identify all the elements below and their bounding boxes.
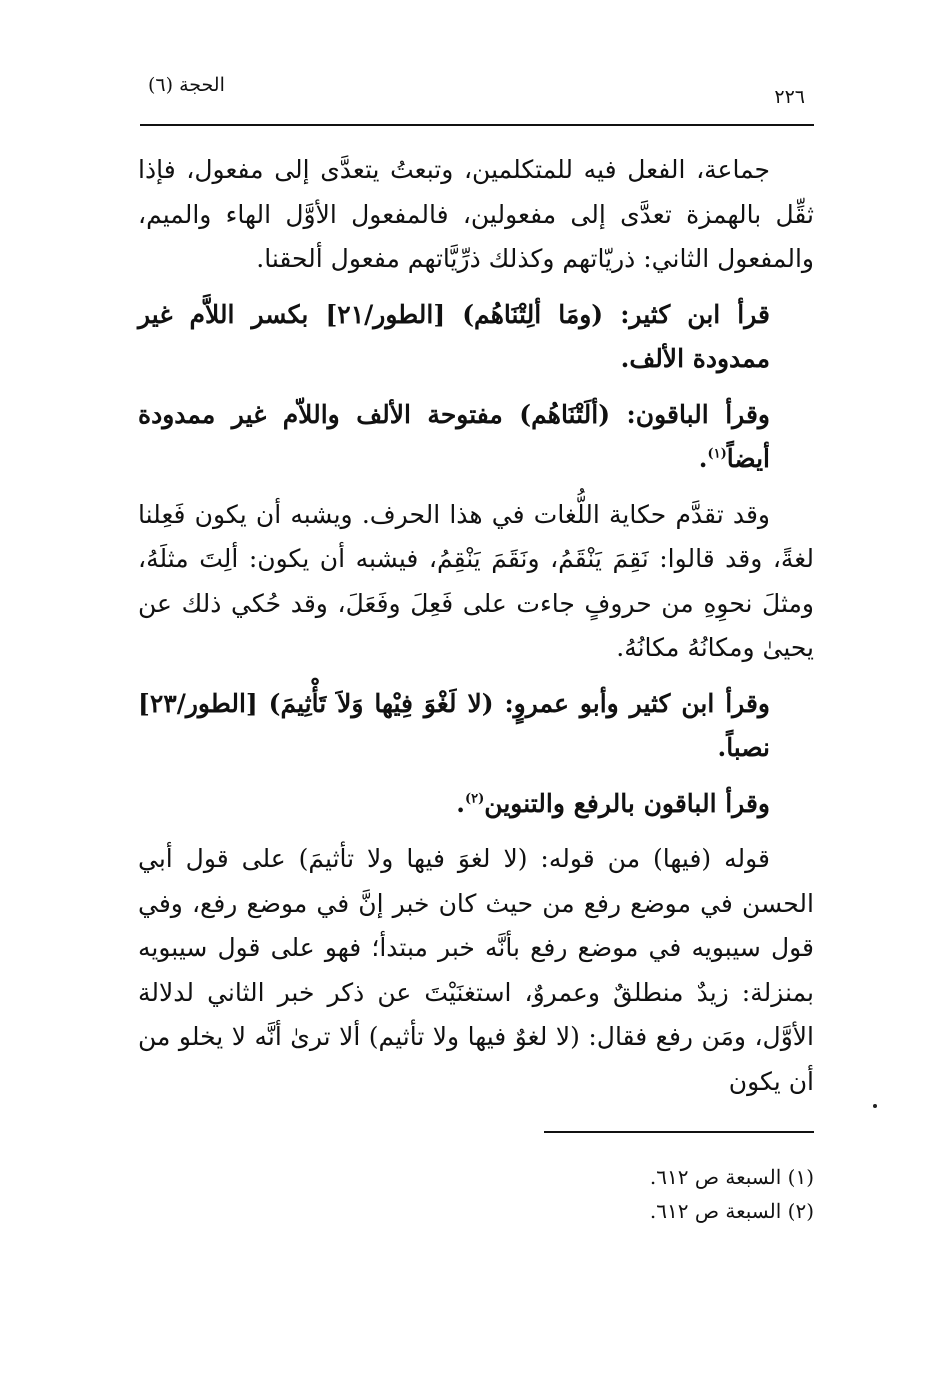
reading-others-2-tail: . — [456, 788, 465, 818]
stray-dot — [873, 1104, 877, 1108]
reading-ibn-kathir-2 — [138, 682, 814, 771]
running-title: الحجة (٦) — [148, 74, 225, 96]
reading-others-1-tail: . — [698, 444, 708, 473]
paragraph-1 — [138, 148, 814, 282]
paragraph-2 — [138, 493, 814, 671]
footnote-2: (٢) السبعة ص ٦١٢. — [649, 1199, 814, 1223]
page-number: ٢٢٦ — [774, 86, 805, 108]
paragraph-1-text: جماعة، الفعل فيه للمتكلمين، وتبعتُ يتعدَّى إلى مفعول، فإذا ثقِّل بالهمزة تعدَّى إلى مفعولين، فالمفعول الأوَّل الهاء والميم، والمفعول الثاني: ذريّاتهم وكذلك ذرِّيَّاتهم مفعول ألحقنا. — [138, 155, 814, 273]
footnotes — [314, 1160, 814, 1228]
footnote-1: (١) السبعة ص ٦١٢. — [649, 1165, 814, 1189]
paragraph-2-text: وقد تقدَّم حكاية اللُّغات في هذا الحرف. ويشبه أن يكون فَعِلنا لغةً، وقد قالوا: نَقِمَ يَنْقَمُ، ونَقَمَ يَنْقِمُ، فيشبه أن يكون: ألِتَ مثلَهُ، ومثلَ نحوِهِ من حروفٍ جاءت على فَعِلَ وفَعَلَ، وقد حُكي ذلك عن يحيىٰ ومكانُهُ مكانُهُ. — [138, 499, 814, 662]
reading-ibn-kathir-1-text: قرأ ابن كثير: (ومَا ألِتْنَاهُم) [الطور/٢١] بكسر اللاَّم غير ممدودة الألف. — [138, 299, 770, 373]
reading-others-2 — [138, 782, 814, 827]
reading-others-1 — [138, 393, 814, 482]
reading-others-2-text: وقرأ الباقون بالرفع والتنوين — [484, 788, 770, 818]
body-text — [138, 148, 814, 1115]
footnote-ref-2[interactable]: (٢) — [465, 791, 485, 807]
paragraph-3-text: قوله (فيها) من قوله: (لا لغوَ فيها ولا تأثيمَ) على قول أبي الحسن في موضع رفع من حيث كان خبر إنَّ في موضع رفع، وفي قول سيبويه في موضع رفع بأنَّه خبر مبتدأ؛ فهو على قول سيبويه بمنزلة: زيدٌ منطلقٌ وعمروٌ، استغنَيْتَ عن ذكر خبر الثاني لدلالة الأوَّل، ومَن رفع فقال: (لا لغوٌ فيها ولا تأثيم) ألا ترىٰ أنَّه لا يخلو من أن يكون — [138, 844, 814, 1096]
header-rule — [140, 124, 814, 126]
paragraph-3 — [138, 837, 814, 1104]
reading-ibn-kathir-1 — [138, 293, 814, 382]
reading-ibn-kathir-2-text: وقرأ ابن كثير وأبو عمروٍ: (لا لَغْوَ فِيْها وَلاَ تَأْثِيمَ) [الطور/٢٣] نصباً. — [138, 688, 770, 762]
footnote-rule — [544, 1131, 814, 1133]
footnote-ref-1[interactable]: (١) — [707, 446, 727, 462]
reading-others-1-text: وقرأ الباقون: (ألَتْنَاهُم) مفتوحة الألف واللاّم غير ممدودة أيضاً — [138, 399, 770, 473]
